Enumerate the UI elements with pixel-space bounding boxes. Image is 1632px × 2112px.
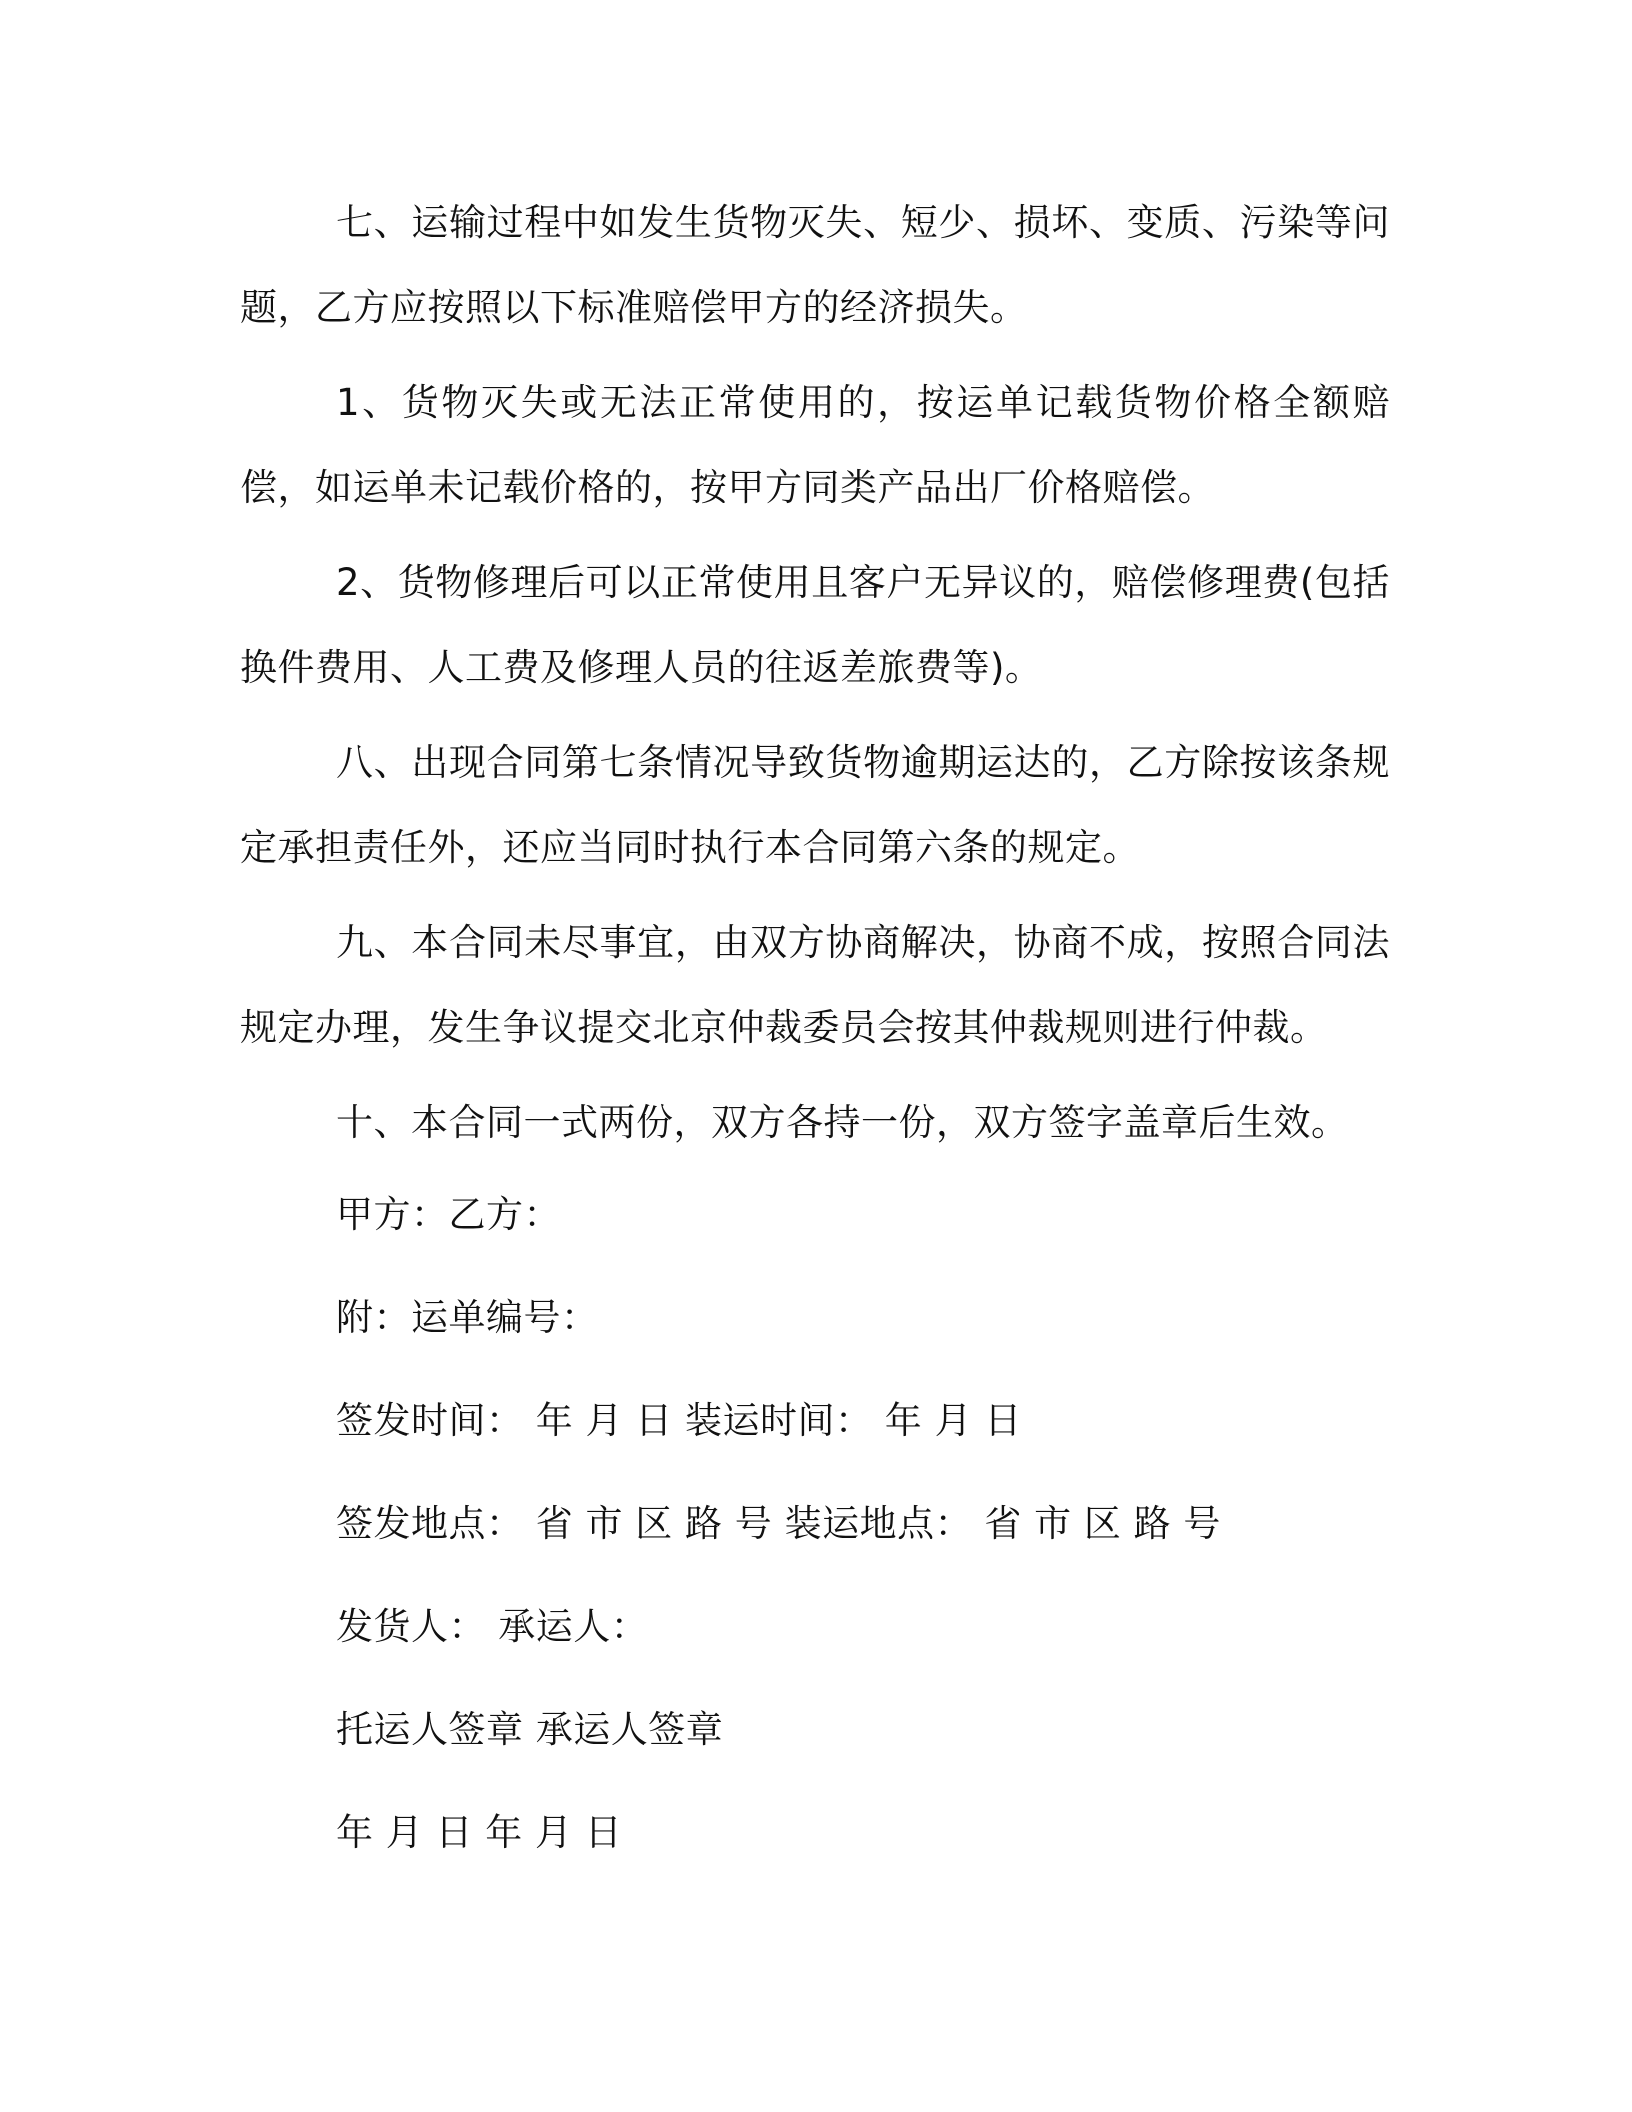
shipper-carrier-line: 发货人： 承运人： xyxy=(336,1605,649,1648)
issue-and-loading-time-line: 签发时间： 年 月 日 装运时间： 年 月 日 xyxy=(336,1399,1022,1442)
party-names-line: 甲方：乙方： xyxy=(336,1193,561,1236)
clause-nine: 九、本合同未尽事宜，由双方协商解决，协商不成，按照合同法规定办理，发生争议提交北京仲裁委员会按其仲裁规则进行仲裁。 xyxy=(240,921,1390,1049)
clause-eight: 八、出现合同第七条情况导致货物逾期运达的，乙方除按该条规定承担责任外，还应当同时执行本合同第六条的规定。 xyxy=(240,741,1390,869)
issue-and-loading-place-line: 签发地点： 省 市 区 路 号 装运地点： 省 市 区 路 号 xyxy=(336,1502,1221,1545)
clause-ten: 十、本合同一式两份，双方各持一份，双方签字盖章后生效。 xyxy=(336,1101,1349,1144)
waybill-number-line: 附：运单编号： xyxy=(336,1296,599,1339)
clause-seven-item-1: 1、货物灭失或无法正常使用的，按运单记载货物价格全额赔偿，如运单未记载价格的，按甲方同类产品出厂价格赔偿。 xyxy=(240,381,1390,509)
signature-date-line: 年 月 日 年 月 日 xyxy=(336,1811,623,1854)
clause-seven-item-2: 2、货物修理后可以正常使用且客户无异议的，赔偿修理费(包括换件费用、人工费及修理人员的往返差旅费等)。 xyxy=(240,561,1390,689)
clause-seven: 七、运输过程中如发生货物灭失、短少、损坏、变质、污染等问题，乙方应按照以下标准赔偿甲方的经济损失。 xyxy=(240,201,1390,329)
signature-line: 托运人签章 承运人签章 xyxy=(336,1708,724,1751)
